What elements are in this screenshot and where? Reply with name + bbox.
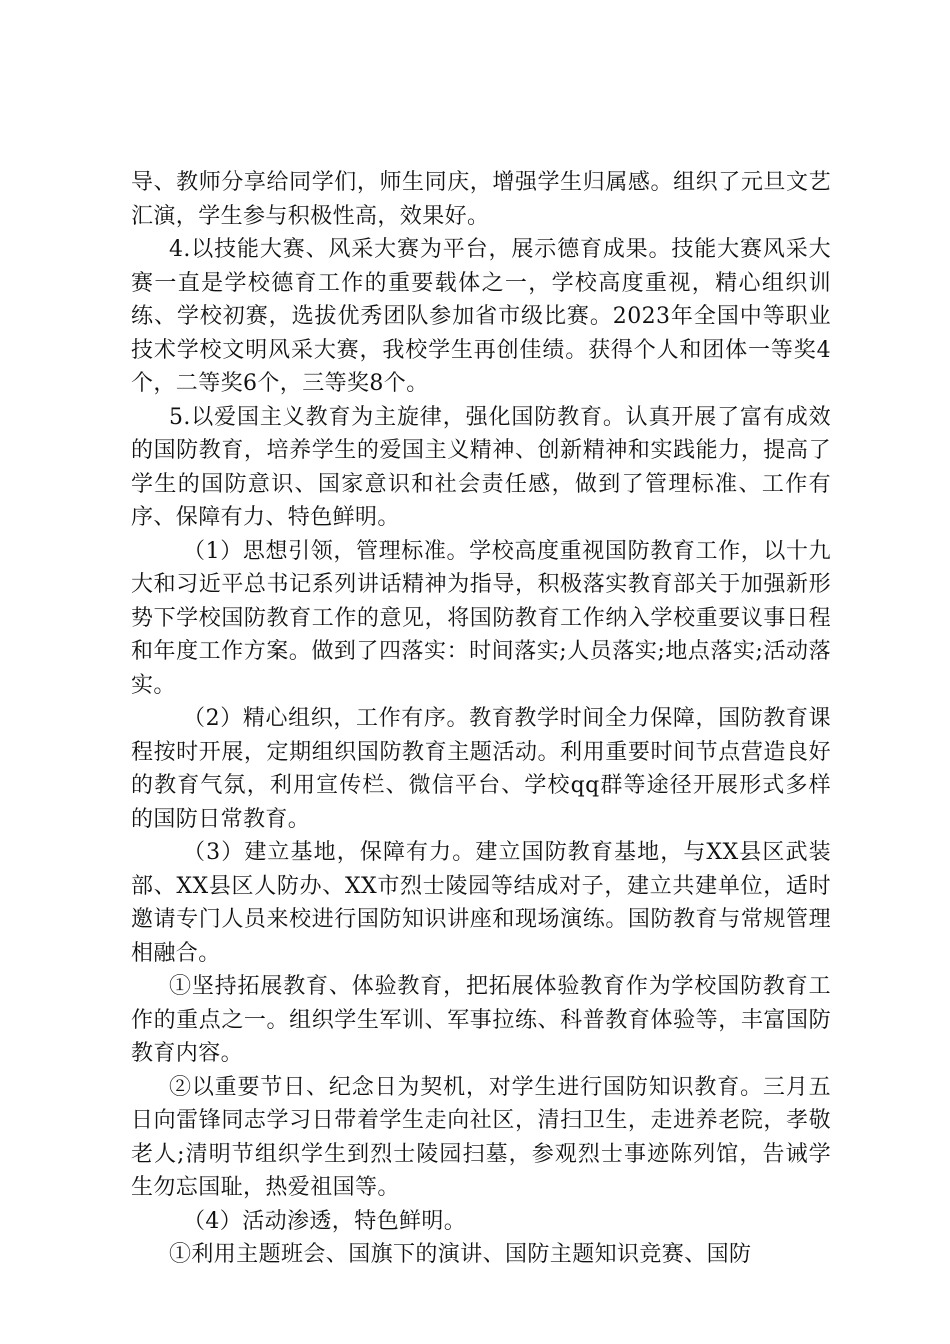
- paragraph-item-4: （4）活动渗透，特色鲜明。: [183, 1208, 467, 1234]
- paragraph-circled-1: ①坚持拓展教育、体验教育，把拓展体验教育作为学校国防教育工作的重点之一。组织学生军训、军事拉练、科普教育体验等，丰富国防教育内容。: [131, 974, 831, 1066]
- paragraph-skills-competition: 4.以技能大赛、风采大赛为平台，展示德育成果。技能大赛风采大赛一直是学校德育工作的重要载体之一，学校高度重视，精心组织训练、学校初赛，选拔优秀团队参加省市级比赛。2023年全国中等职业技术学校文明风采大赛，我校学生再创佳绩。获得个人和团体一等奖4个，二等奖6个，三等奖8个。: [131, 237, 831, 396]
- paragraph-continuation: 导、教师分享给同学们，师生同庆，增强学生归属感。组织了元旦文艺汇演，学生参与积极性高，效果好。: [131, 170, 831, 229]
- paragraph-circled-2: ②以重要节日、纪念日为契机，对学生进行国防知识教育。三月五日向雷锋同志学习日带着学生走向社区，清扫卫生，走进养老院，孝敬老人;清明节组织学生到烈士陵园扫墓，参观烈士事迹陈列馆，告诫学生勿忘国耻，热爱祖国等。: [131, 1074, 831, 1200]
- paragraph-item-2: （2）精心组织，工作有序。教育教学时间全力保障，国防教育课程按时开展，定期组织国防教育主题活动。利用重要时间节点营造良好的教育气氛，利用宣传栏、微信平台、学校qq群等途径开展形式多样的国防日常教育。: [131, 706, 831, 832]
- paragraph-circled-1-activities: ①利用主题班会、国旗下的演讲、国防主题知识竞赛、国防: [169, 1242, 752, 1267]
- paragraph-item-1: （1）思想引领，管理标准。学校高度重视国防教育工作，以十九大和习近平总书记系列讲话精神为指导，积极落实教育部关于加强新形势下学校国防教育工作的意见，将国防教育工作纳入学校重要议事日程和年度工作方案。做到了四落实：时间落实;人员落实;地点落实;活动落实。: [131, 538, 831, 698]
- paragraph-patriotism-education: 5.以爱国主义教育为主旋律，强化国防教育。认真开展了富有成效的国防教育，培养学生的爱国主义精神、创新精神和实践能力，提高了学生的国防意识、国家意识和社会责任感，做到了管理标准、工作有序、保障有力、特色鲜明。: [131, 404, 831, 530]
- paragraph-item-3: （3）建立基地，保障有力。建立国防教育基地，与XX县区武装部、XX县区人防办、XX市烈士陵园等结成对子，建立共建单位，适时邀请专门人员来校进行国防知识讲座和现场演练。国防教育与常规管理相融合。: [131, 840, 831, 966]
- document-body: [131, 166, 831, 1272]
